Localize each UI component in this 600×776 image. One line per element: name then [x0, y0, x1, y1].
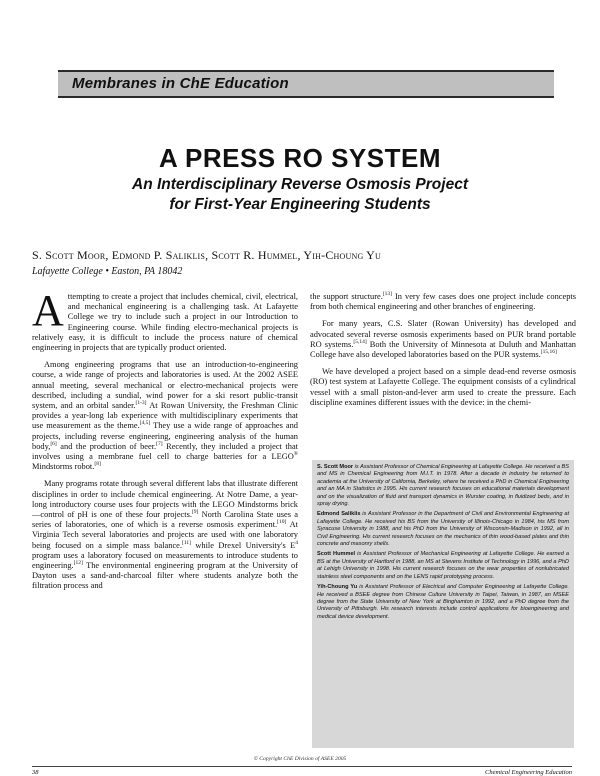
section-banner-label: Membranes in ChE Education — [72, 75, 289, 92]
bio-text: is Assistant Professor of Mechanical Engineering at Lafayette College. He earned a BS at the University of Hartford in 1988, an MS at Stevens Institute of Technology in 1996, and a PhD at Lehigh University in 1998. His current research focuses on the wear properties of nonlubricated stainless steel components and on the LENS rapid prototyping process. — [317, 551, 570, 580]
author-bio-box — [312, 460, 574, 748]
paragraph-text: They use a wide range of approaches and projects, including reverse engineering, engineering analysis of the human body, — [32, 421, 298, 451]
citation: [13] — [382, 291, 392, 298]
right-column — [310, 292, 576, 415]
paragraph-text: Many programs rotate through several different labs that illustrate different disciplines in order to include chemical engineering. At Notre Dame, a year-long introductory course uses four projects with the LEGO Mindstorms brick—control of pH is one of these four projects. — [32, 479, 298, 520]
citation: [4,5] — [139, 420, 151, 427]
paragraph-text: North Carolina State uses a series of laboratories, one of which is a reverse osmosis experiment. — [32, 510, 298, 530]
registered-mark: ® — [293, 451, 298, 458]
paragraph-text: ttempting to create a project that includes chemical, civil, electrical, and mechanical engineering is a challenging task. At Lafayette College we try to include such a project in our Introduction to Engineering course. While finding electro-mechanical projects is relatively easy, it is difficult to include the process nature of chemical engineering in projects that are typically product oriented. — [32, 292, 298, 353]
citation: [1-3] — [135, 400, 147, 407]
citation: [7] — [156, 441, 163, 448]
section-banner — [58, 70, 554, 98]
paragraph-text: For many years, C.S. Slater (Rowan University) has developed and advocated several reverse osmosis experiments based on PUR brand portable RO systems. — [310, 319, 576, 349]
copyright-notice: © Copyright ChE Division of ASEE 2005 — [253, 756, 347, 762]
bio-moor — [317, 464, 569, 508]
paragraph-text: Recently, they included a project that involves using a membrane fuel cell to charge batteries for a LEGO — [32, 441, 298, 462]
paragraph-project: We have developed a project based on a simple dead-end reverse osmosis (RO) test system at Lafayette College. The equipment consists of a cylindrical vessel with a small piston-and-lever arm used to create the pressure. Each discipline examines different issues with the device: in the chemi- — [310, 367, 576, 407]
citation: [10] — [277, 519, 287, 526]
citation: [6] — [50, 441, 57, 448]
bio-name: Scott Hummel — [317, 551, 356, 558]
bio-hummel — [317, 551, 569, 581]
bio-text: is Assistant Professor of Chemical Engineering at Lafayette College. He received a BS and MS in Chemical Engineering from M.I.T. in 1978. After a decade in industry he returned to academia at the University of California, Berkeley, where he received a PhD in Chemical Engineering and an MA in Statistics in 1995. His current research focuses on educational materials development and on the visualization of fluid and transport dynamics in Wurster coating, in fluidized beds, and in spray drying. — [317, 464, 569, 508]
footer-rule — [32, 766, 572, 767]
paragraph-text: and the production of beer. — [56, 441, 157, 451]
paragraph-text: Both the University of Minnesota at Duluth and Manhattan College have also developed laboratories based on the PUR systems. — [310, 339, 576, 360]
superscript: 4 — [295, 539, 298, 546]
paragraph-rotation — [32, 479, 298, 591]
bio-name: Yih-Choung Yu — [317, 584, 358, 591]
paragraph-text: In very few cases does one project include concepts from both chemical engineering and other branches of engineering. — [310, 292, 576, 312]
article-subtitle-line1: An Interdisciplinary Reverse Osmosis Project — [132, 176, 468, 193]
paragraph-text: At Rowan University, the Freshman Clinic provides a year-long lab experience with multidisciplinary experiments that use measurement as the theme. — [32, 401, 298, 431]
citation: [15,16] — [540, 349, 557, 356]
article-title: A PRESS RO SYSTEM — [158, 143, 442, 173]
paragraph-text: Mindstorms robot. — [32, 462, 95, 472]
journal-name: Chemical Engineering Education — [484, 769, 572, 776]
bio-name: S. Scott Moor — [317, 464, 354, 470]
paragraph-text: Among engineering programs that use an introduction-to-engineering course, a wide range of projects and laboratories is used. At the 2002 ASEE annual meeting, several mechanical or electro-mechanical projects were described, including a sundial, wind power for a ski resort public-transit system, and an orbital sander. — [32, 360, 298, 411]
citation: [12] — [73, 560, 83, 567]
bio-saliklis — [317, 511, 569, 548]
paragraph-intro — [32, 286, 298, 353]
citation: [9] — [191, 509, 199, 516]
affiliation: Lafayette College • Easton, PA 18042 — [32, 266, 183, 277]
paragraph-text: the support structure. — [310, 292, 383, 301]
bio-yu — [317, 584, 569, 621]
paragraph-text: while Drexel University's E — [190, 540, 296, 550]
paragraph-programs — [32, 360, 298, 472]
paragraph-support — [310, 292, 576, 312]
author-list: S. Scott Moor, Edmond P. Saliklis, Scott R. Hummel, Yih-Choung Yu — [32, 248, 382, 262]
paragraph-text: program uses a laboratory focused on measurements to introduce students to engineering. — [32, 550, 298, 571]
citation: [5,14] — [353, 339, 367, 346]
article-subtitle-line2: for First-Year Engineering Students — [169, 196, 431, 213]
citation: [11] — [181, 539, 191, 546]
drop-cap: A — [32, 286, 64, 335]
left-column — [32, 286, 298, 599]
page-number: 38 — [32, 769, 39, 776]
citation: [8] — [94, 461, 101, 468]
paragraph-text: The environmental engineering program at the University of Dayton uses a sand-and-charcoal filter where students analyze both the filtration process and — [32, 561, 298, 591]
bio-text: is Assistant Professor in the Department of Civil and Environmental Engineering at Lafayette College. He received his BS from the University of Illinois-Chicago in 1984, his MS from Syracuse University in 1988, and his PhD from the University of Wisconsin-Madison in 1992, all in Civil Engineering. His current research focuses on the mechanics of thin wood-based plates and thin concrete and masonry shells. — [317, 511, 569, 548]
paragraph-slater — [310, 319, 576, 360]
bio-text: is Assistant Professor of Electrical and Computer Engineering at Lafayette College. He received a BSEE degree from Chinese Culture University in Taipei, Taiwan, in 1987, an MSEE degree from the State University of New York at Binghamton in 1992, and a PhD degree from the University of Pittsburgh. His research interests include control applications for bioengineering and medical device development. — [317, 584, 569, 620]
paragraph-text: At Virginia Tech several laboratories and projects are used with one laboratory being focused on a simple mass balance. — [32, 520, 298, 550]
bio-name: Edmond Saliklis — [317, 511, 361, 518]
